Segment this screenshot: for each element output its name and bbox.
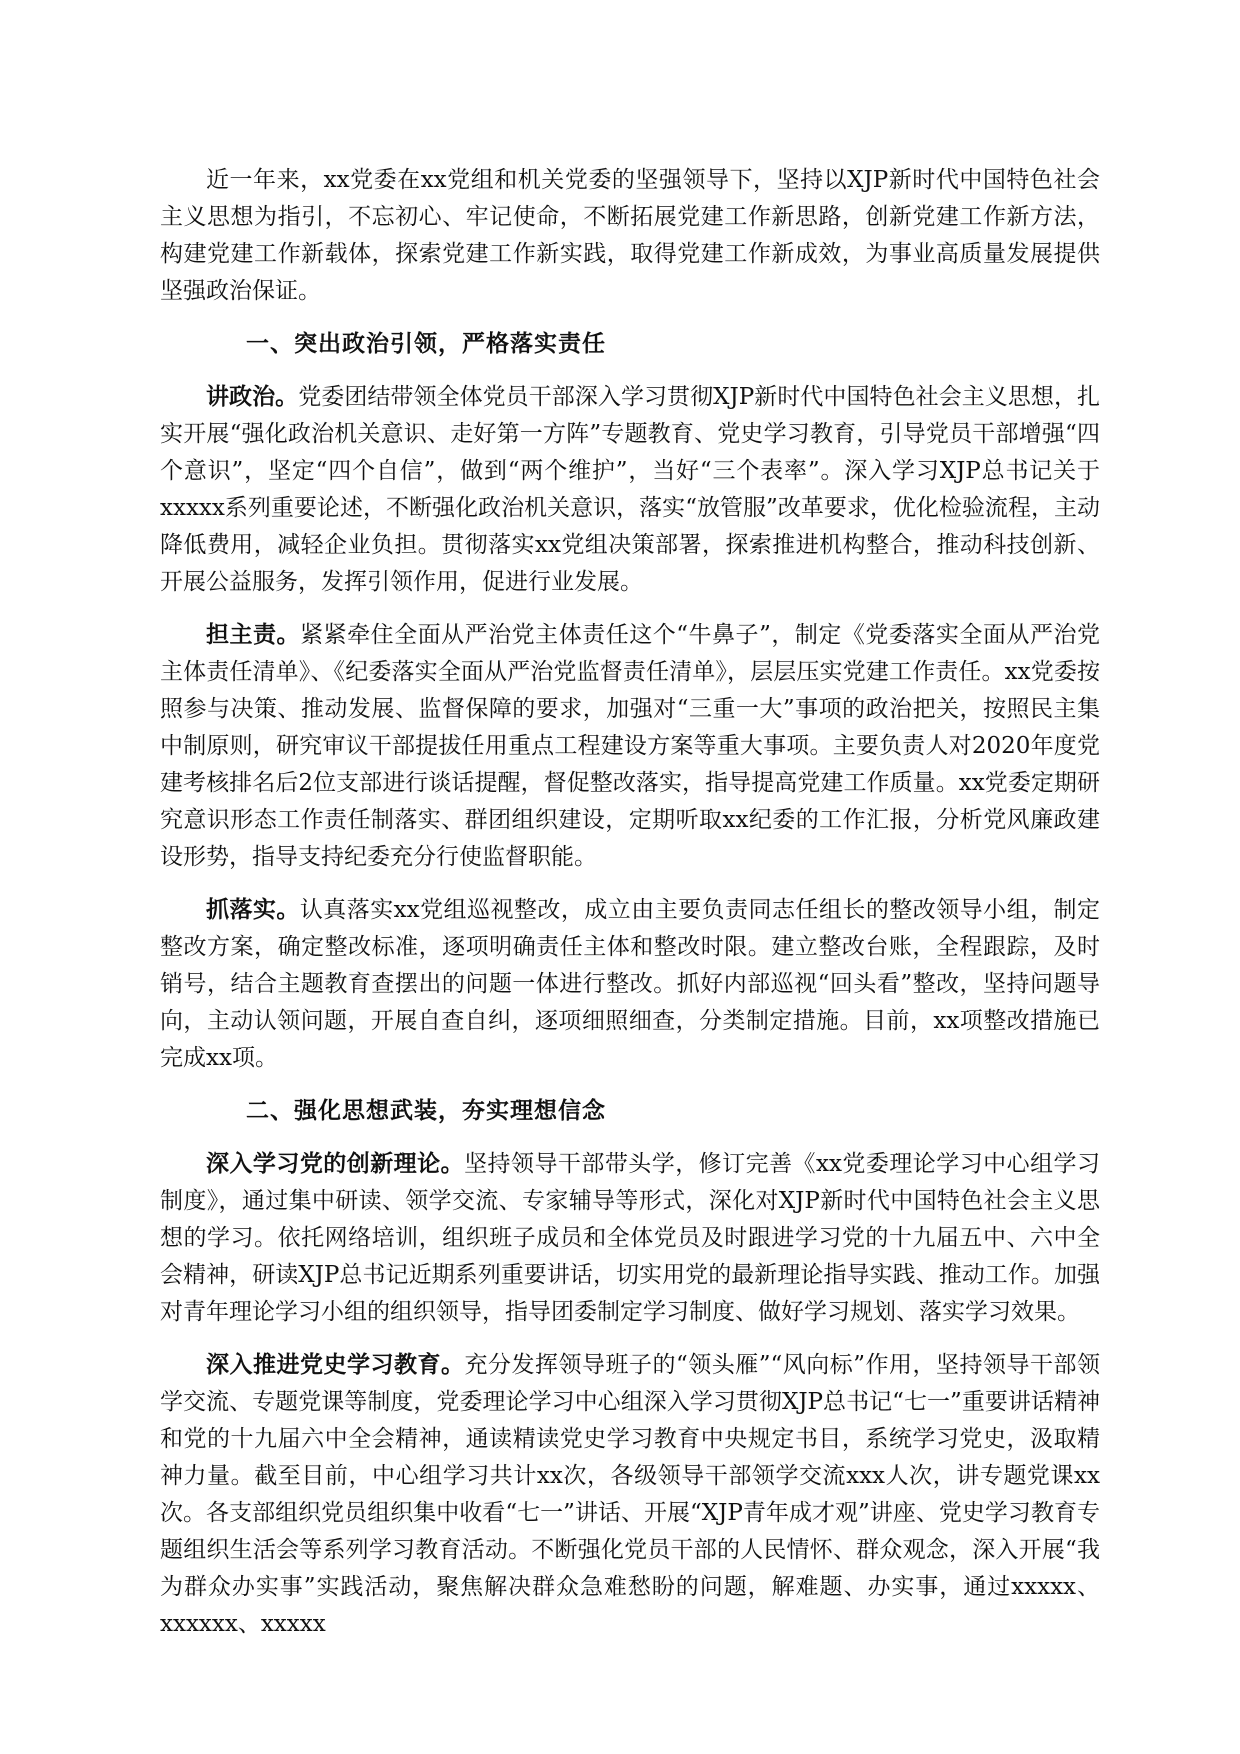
paragraph-lead: 担主责。 [206,622,301,648]
paragraph-lead: 深入学习党的创新理论。 [206,1151,465,1177]
intro-paragraph: 近一年来，xx党委在xx党组和机关党委的坚强领导下，坚持以XJP新时代中国特色社会主义思想为指引，不忘初心、牢记使命，不断拓展党建工作新思路，创新党建工作新方法，构建党建工作新载体，探索党建工作新实践，取得党建工作新成效，为事业高质量发展提供坚强政治保证。 [160,167,1100,304]
paragraph-chuangxin-lilun [160,1146,1100,1331]
paragraph-body: 认真落实xx党组巡视整改，成立由主要负责同志任组长的整改领导小组，制定整改方案，确定整改标准，逐项明确责任主体和整改时限。建立整改台账，全程跟踪，及时销号，结合主题教育查摆出的问题一体进行整改。抓好内部巡视“回头看”整改，坚持问题导向，主动认领问题，开展自查自纠，逐项细照细查，分类制定措施。目前，xx项整改措施已完成xx项。 [160,897,1100,1071]
paragraph-zhua-luoshi [160,892,1100,1077]
paragraph-body: 党委团结带领全体党员干部深入学习贯彻XJP新时代中国特色社会主义思想，扎实开展“强化政治机关意识、走好第一方阵”专题教育、党史学习教育，引导党员干部增强“四个意识”，坚定“四个自信”，做到“两个维护”，当好“三个表率”。深入学习XJP总书记关于xxxxx系列重要论述，不断强化政治机关意识，落实“放管服”改革要求，优化检验流程，主动降低费用，减轻企业负担。贯彻落实xx党组决策部署，探索推进机构整合，推动科技创新、开展公益服务，发挥引领作用，促进行业发展。 [160,384,1101,595]
paragraph-lead: 深入推进党史学习教育。 [206,1352,465,1378]
paragraph-dan-zhuze [160,617,1100,876]
paragraph-jiang-zhengzhi [160,379,1100,601]
paragraph-lead: 抓落实。 [206,897,300,923]
paragraph-dangshi-jiaoyu [160,1347,1100,1643]
section-heading-1: 一、突出政治引领，严格落实责任 [246,331,606,357]
paragraph-body: 坚持领导干部带头学，修订完善《xx党委理论学习中心组学习制度》，通过集中研读、领学交流、专家辅导等形式，深化对XJP新时代中国特色社会主义思想的学习。依托网络培训，组织班子成员和全体党员及时跟进学习党的十九届五中、六中全会精神，研读XJP总书记近期系列重要讲话，切实用党的最新理论指导实践、推动工作。加强对青年理论学习小组的组织领导，指导团委制定学习制度、做好学习规划、落实学习效果。 [160,1151,1100,1325]
section-heading-2: 二、强化思想武装，夯实理想信念 [246,1098,606,1124]
paragraph-body: 充分发挥领导班子的“领头雁”“风向标”作用，坚持领导干部领学交流、专题党课等制度，党委理论学习中心组深入学习贯彻XJP总书记“七一”重要讲话精神和党的十九届六中全会精神，通读精读党史学习教育中央规定书目，系统学习党史，汲取精神力量。截至目前，中心组学习共计xx次，各级领导干部领学交流xxx人次，讲专题党课xx次。各支部组织党员组织集中收看“七一”讲话、开展“XJP青年成才观”讲座、党史学习教育专题组织生活会等系列学习教育活动。不断强化党员干部的人民情怀、群众观念，深入开展“我为群众办实事”实践活动，聚焦解决群众急难愁盼的问题，解难题、办实事，通过xxxxx、xxxxxx、xxxxx [160,1352,1100,1637]
paragraph-body: 紧紧牵住全面从严治党主体责任这个“牛鼻子”，制定《党委落实全面从严治党主体责任清单》、《纪委落实全面从严治党监督责任清单》，层层压实党建工作责任。xx党委按照参与决策、推动发展、监督保障的要求，加强对“三重一大”事项的政治把关，按照民主集中制原则，研究审议干部提拔任用重点工程建设方案等重大事项。主要负责人对2020年度党建考核排名后2位支部进行谈话提醒，督促整改落实，指导提高党建工作质量。xx党委定期研究意识形态工作责任制落实、群团组织建设，定期听取xx纪委的工作汇报，分析党风廉政建设形势，指导支持纪委充分行使监督职能。 [160,622,1100,870]
document-page [160,162,1100,1659]
paragraph-lead: 讲政治。 [206,384,299,410]
